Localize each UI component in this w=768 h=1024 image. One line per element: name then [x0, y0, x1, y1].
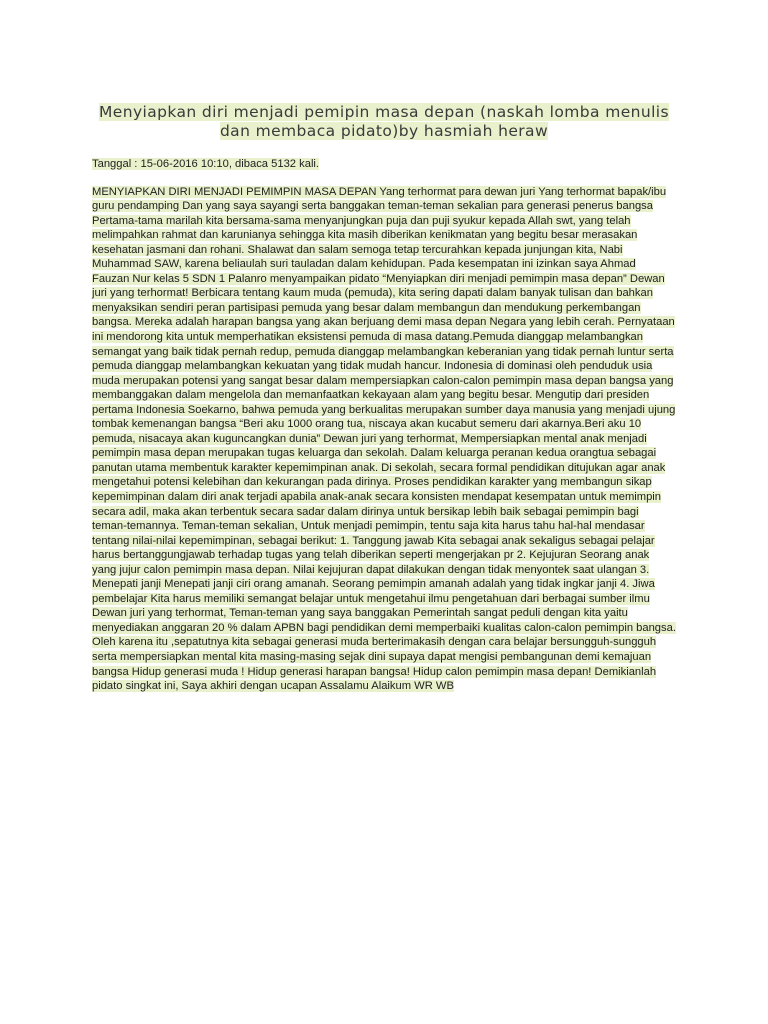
document-page	[92, 100, 676, 694]
document-title-text: Menyiapkan diri menjadi pemipin masa depan (naskah lomba menulis dan membaca pidato)by hasmiah heraw	[99, 103, 669, 140]
speech-body	[92, 185, 676, 694]
document-meta-text: Tanggal : 15-06-2016 10:10, dibaca 5132 kali.	[92, 158, 320, 170]
speech-body-text: MENYIAPKAN DIRI MENJADI PEMIMPIN MASA DEPAN Yang terhormat para dewan juri Yang terhormat bapak/ibu guru pendamping Dan yang saya sayangi serta banggakan teman-teman sekalian para generasi penerus bangsa Pertama-tama marilah kita bersama-sama menyanjungkan puja dan puji syukur kepada Allah swt, yang telah melimpahkan rahmat dan karunianya sehingga kita masih diberikan kenikmatan yang begitu besar merasakan kesehatan jasmani dan rohani. Shalawat dan salam semoga tetap tercurahkan kepada junjungan kita, Nabi Muhammad SAW, karena beliaulah suri tauladan dalam kehidupan. Pada kesempatan ini izinkan saya Ahmad Fauzan Nur kelas 5 SDN 1 Palanro menyampaikan pidato “Menyiapkan diri menjadi pemimpin masa depan” Dewan juri yang terhormat! Berbicara tentang kaum muda (pemuda), kita sering dapati dalam banyak tulisan dan bahkan menyaksikan sendiri peran partisipasi pemuda yang besar dalam membangun dan mendukung perkembangan bangsa. Mereka adalah harapan bangsa yang akan berjuang demi masa depan Negara yang lebih cerah. Pernyataan ini mendorong kita untuk memperhatikan eksistensi pemuda di masa datang.Pemuda dianggap melambangkan semangat yang baik tidak pernah redup, pemuda dianggap melambangkan keberanian yang tidak pernah luntur serta pemuda dianggap melambangkan kekuatan yang tidak mudah hancur. Indonesia di dominasi oleh penduduk usia muda merupakan potensi yang sangat besar dalam mempersiapkan calon-calon pemimpin masa depan bangsa yang membanggakan dalam mengelola dan memanfaatkan kekayaan alam yang begitu besar. Mengutip dari presiden pertama Indonesia Soekarno, bahwa pemuda yang berkualitas merupakan sumber daya manusia yang menjadi ujung tombak kemenangan bangsa “Beri aku 1000 orang tua, niscaya akan kucabut semeru dari akarnya.Beri aku 10 pemuda, nisacaya akan kuguncangkan dunia” Dewan juri yang terhormat, Mempersiapkan mental anak menjadi pemimpin masa depan merupakan tugas keluarga dan sekolah. Dalam keluarga peranan kedua orangtua sebagai panutan utama membentuk karakter kepemimpinan anak. Di sekolah, secara formal pendidikan ditujukan agar anak mengetahui potensi kelebihan dan kekurangan pada dirinya. Proses pendidikan karakter yang membangun sikap kepemimpinan dalam diri anak terjadi apabila anak-anak secara konsisten mendapat kesempatan untuk memimpin secara adil, maka akan terbentuk secara sadar dalam dirinya untuk bersikap lebih baik sebagai pemimpin bagi teman-temannya. Teman-teman sekalian, Untuk menjadi pemimpin, tentu saja kita harus tahu hal-hal mendasar tentang nilai-nilai kepemimpinan, sebagai berikut: 1. Tanggung jawab Kita sebagai anak sekaligus sebagai pelajar harus bertanggungjawab terhadap tugas yang telah diberikan seperti mengerjakan pr 2. Kejujuran Seorang anak yang jujur calon pemimpin masa depan. Nilai kejujuran dapat dilakukan dengan tidak menyontek saat ulangan 3. Menepati janji Menepati janji ciri orang amanah. Seorang pemimpin amanah adalah yang tidak ingkar janji 4. Jiwa pembelajar Kita harus memiliki semangat belajar untuk mengetahui ilmu pengetahuan dari berbagai sumber ilmu Dewan juri yang terhormat, Teman-teman yang saya banggakan Pemerintah sangat peduli dengan kita yaitu menyediakan anggaran 20 % dalam APBN bagi pendidikan demi memperbaiki kualitas calon-calon pemimpin bangsa. Oleh karena itu ,sepatutnya kita sebagai generasi muda berterimakasih dengan cara belajar bersungguh-sungguh serta mempersiapkan mental kita masing-masing sejak dini supaya dapat mengisi pembangunan demi kemajuan bangsa Hidup generasi muda ! Hidup generasi harapan bangsa! Hidup calon pemimpin masa depan! Demikianlah pidato singkat ini, Saya akhiri dengan ucapan Assalamu Alaikum WR WB	[92, 185, 676, 693]
document-title	[92, 100, 676, 143]
document-meta	[92, 157, 676, 172]
